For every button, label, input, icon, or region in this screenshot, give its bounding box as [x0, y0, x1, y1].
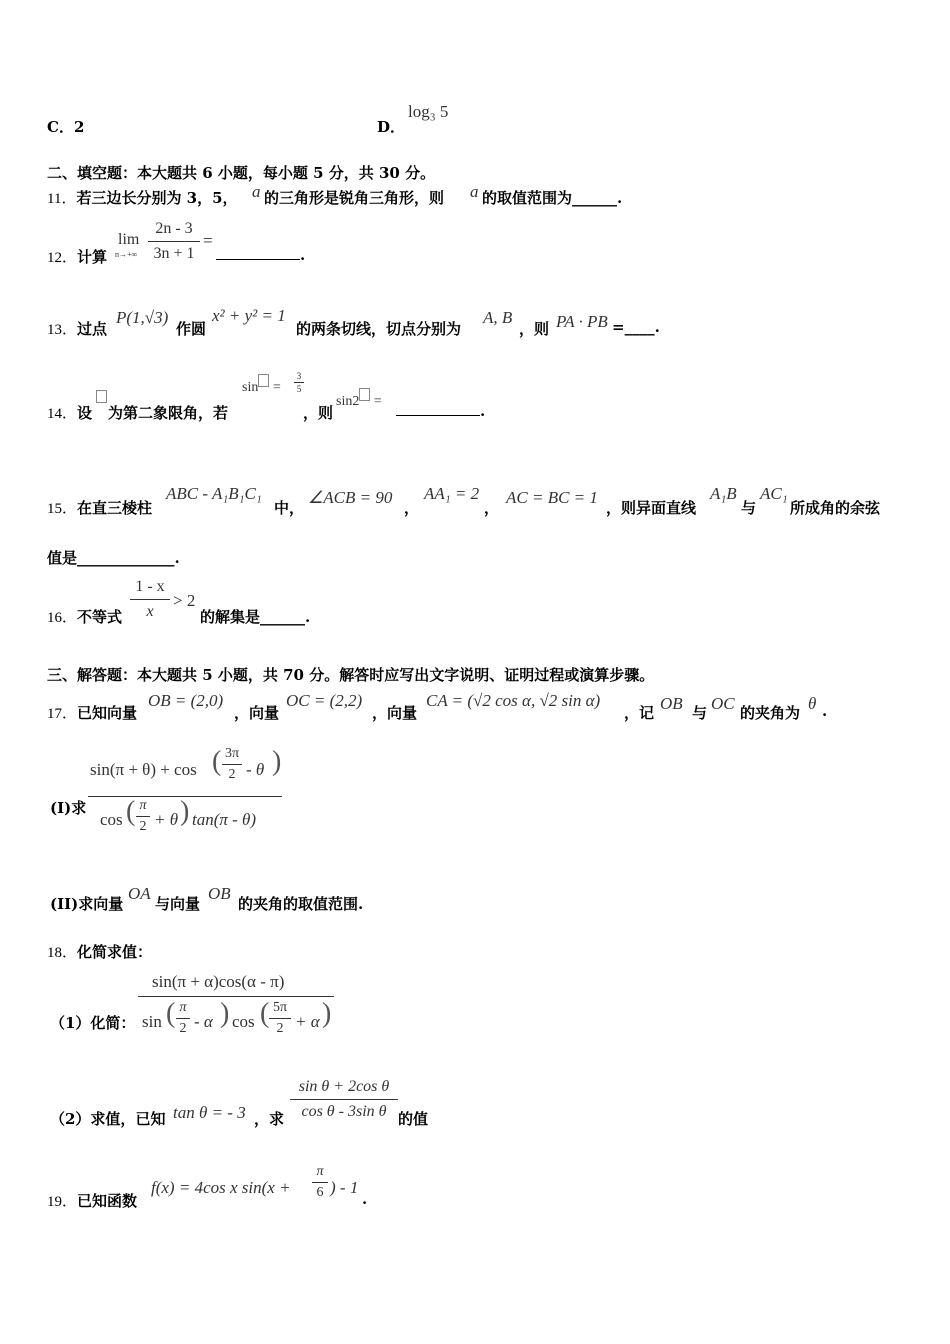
q18-p1-bot-frac2-den: 2	[276, 1021, 284, 1036]
q15-line1: A₁B	[710, 484, 737, 503]
q15-with: 与	[741, 499, 757, 517]
q18-p2-numerator: sin θ + 2cos θ	[290, 1078, 398, 1100]
q17-ca: CA = (√2 cos α, √2 sin α)	[426, 691, 601, 710]
q17-number: 17．	[47, 706, 78, 722]
q16-number: 16．	[47, 610, 78, 626]
q14-ask-expr: sin2	[336, 394, 360, 409]
q12-fraction	[148, 220, 200, 263]
q18-p1-bot-frac2-num: 5π	[269, 1000, 291, 1019]
q17-part1-label: (I)求	[50, 799, 87, 817]
q17	[47, 702, 137, 723]
q17-part2-mid: 与向量	[155, 895, 201, 913]
q17-p1-top-lparen: (	[212, 746, 222, 777]
q17-with: 与	[692, 704, 708, 722]
q18-p1-top: sin(π + α)cos(α - π)	[152, 972, 285, 991]
q17-p1-bot-a: cos	[100, 810, 123, 829]
q17-p1-bot-frac-den: 2	[139, 819, 147, 834]
q17-pre: 已知向量	[77, 704, 138, 722]
q12-answer	[216, 246, 305, 264]
q18-p1-bot-frac1-den: 2	[179, 1021, 187, 1036]
q19-fx-num: π	[312, 1164, 328, 1183]
q17-p1-bot-frac	[136, 798, 150, 835]
q19-pre: 已知函数	[77, 1192, 138, 1210]
q12-pre: 计算	[77, 248, 108, 266]
q13-dot-product: PA · PB	[556, 312, 608, 331]
q11-var: a	[252, 182, 261, 201]
q13-points: A, B	[483, 308, 513, 327]
q12-numerator: 2n - 3	[148, 220, 200, 242]
q17-p1-top-frac-num: 3π	[222, 746, 242, 765]
q17-mid1: ，向量	[234, 704, 280, 722]
q19-post: .	[362, 1190, 368, 1208]
q17-p1-top-frac-den: 2	[228, 767, 236, 782]
q11-var2: a	[470, 182, 479, 201]
q17-v1: OB	[660, 694, 683, 713]
q14-mid2: ，则	[303, 404, 334, 422]
q16-numerator: 1 - x	[130, 578, 170, 600]
q18-p1-bot-d: + α	[295, 1012, 320, 1031]
q18-p1-label: （1）化简：	[50, 1014, 136, 1032]
option-d-expr: log₃ 5	[408, 102, 449, 121]
q19-number: 19．	[47, 1194, 78, 1210]
q11-mid: 的三角形是锐角三角形，则	[264, 189, 445, 207]
q17-p1-top-rparen: )	[272, 746, 282, 777]
q12-post: .	[300, 246, 306, 264]
q12-denominator: 3n + 1	[153, 245, 195, 262]
q18-p1-bot-b: - α	[194, 1012, 213, 1031]
q12-lim-sub: n→+∞	[115, 250, 138, 259]
q14	[47, 402, 92, 423]
q14-ask-placeholder	[359, 388, 370, 401]
section3-title: 三、解答题：本大题共 5 小题，共 70 分。解答时应写出文字说明、证明过程或演算步骤。	[47, 666, 655, 684]
q18-p1-bot-a: sin	[142, 1012, 162, 1031]
q17-p1-top-a: sin(π + θ) + cos	[90, 760, 197, 779]
q15-c2: ，	[484, 499, 500, 517]
q13-point: P(1,√3)	[116, 308, 169, 327]
q12-lim: lim	[118, 231, 140, 248]
q13-mid3: ，则	[519, 320, 550, 338]
q18-p1-bot-frac2	[269, 1000, 291, 1037]
q15-post: 所成角的余弦	[790, 499, 881, 517]
q16-post: 的解集是______.	[200, 608, 311, 626]
q19-fx-a: f(x) = 4cos x sin(x +	[151, 1178, 291, 1197]
q17-p1-top-b: - θ	[246, 760, 265, 779]
q17-mid4: 的夹角为	[740, 704, 801, 722]
q15-prism: ABC - A₁B₁C₁	[166, 484, 262, 503]
q14-pre: 设	[77, 404, 93, 422]
q17-p1-bot-lparen: (	[126, 796, 136, 827]
q14-alpha-placeholder	[96, 390, 107, 403]
q17-part1-numerator	[88, 746, 282, 797]
q18-p1-numerator	[138, 970, 334, 997]
q14-number: 14．	[47, 406, 78, 422]
q15-c1: ，	[404, 499, 420, 517]
q18-p1-fraction	[138, 970, 334, 1050]
q16-rhs: > 2	[173, 591, 196, 610]
q15	[47, 497, 152, 518]
q12-eq: =	[203, 231, 213, 250]
q17-p1-bot-c: tan(π - θ)	[192, 810, 257, 829]
q11-number: 11．	[47, 191, 77, 207]
q14-given-lhs: sin	[242, 380, 259, 395]
q18	[47, 941, 152, 962]
option-d-label: D．	[377, 118, 406, 136]
q15-mid1: 中，	[274, 499, 305, 517]
q14-given: sin =	[242, 374, 281, 396]
q17-part1-fraction	[88, 746, 282, 846]
q17-ob: OB = (2,0)	[148, 691, 224, 710]
q15-aa: AA₁ = 2	[424, 484, 480, 503]
q11-pre: 若三边长分别为 3，5，	[76, 189, 238, 207]
q12	[47, 246, 107, 267]
q17-p1-bot-b: + θ	[154, 810, 179, 829]
q11-post: 的取值范围为______.	[482, 189, 623, 207]
q14-answer	[396, 402, 485, 420]
q14-mid: 为第二象限角，若	[108, 404, 229, 422]
q18-p2-pre: （2）求值，已知	[50, 1110, 166, 1128]
q14-given-den: 5	[296, 384, 302, 394]
q19-fx-c: ) - 1	[330, 1178, 359, 1197]
q17-part2-v2: OB	[208, 884, 231, 903]
q14-given-fraction	[294, 371, 304, 394]
q15-angle: ∠ACB = 90	[308, 488, 393, 507]
section2-title: 二、填空题：本大题共 6 小题，每小题 5 分，共 30 分。	[47, 164, 436, 182]
q18-p1-bot-frac1-num: π	[176, 1000, 190, 1019]
q18-p2-given: tan θ = - 3	[173, 1103, 246, 1122]
q18-p2-fraction	[290, 1078, 398, 1121]
q14-given-placeholder	[258, 374, 269, 387]
q18-p1-bot-lparen1: (	[166, 998, 176, 1029]
q18-p1-bot-rparen2: )	[322, 998, 332, 1029]
q18-p1-bot-rparen1: )	[220, 998, 230, 1029]
q17-post: .	[822, 702, 828, 720]
q15-pre: 在直三棱柱	[77, 499, 153, 517]
q18-p1-bot-frac1	[176, 1000, 190, 1037]
q15-line2: AC₁	[760, 484, 788, 503]
q17-p1-top-frac	[222, 746, 242, 783]
q17-mid3: ，记	[624, 704, 655, 722]
q18-p2-mid: ，求	[254, 1110, 285, 1128]
q19-fx-fraction	[312, 1164, 328, 1201]
q17-part2-pre: (II)求向量	[50, 895, 124, 913]
q15-line2-text: 值是_____________.	[47, 549, 180, 567]
q17-theta: θ	[808, 694, 817, 713]
option-c: C．2	[47, 118, 85, 136]
q17-oc: OC = (2,2)	[286, 691, 363, 710]
q15-number: 15．	[47, 501, 78, 517]
q13	[47, 318, 107, 339]
q13-pre: 过点	[77, 320, 108, 338]
q18-p1-bot-c: cos	[232, 1012, 255, 1031]
q15-mid2: ，则异面直线	[606, 499, 697, 517]
q18-p2-denominator: cos θ - 3sin θ	[301, 1103, 387, 1120]
q18-number: 18．	[47, 945, 78, 961]
q12-number: 12．	[47, 250, 78, 266]
q17-part1-denominator	[88, 798, 282, 846]
q14-blank	[396, 403, 480, 416]
q14-given-num: 3	[294, 371, 304, 383]
q17-part2-post: 的夹角的取值范围.	[238, 895, 364, 913]
q17-mid2: ，向量	[372, 704, 418, 722]
q17-p1-bot-frac-num: π	[136, 798, 150, 817]
q19	[47, 1190, 137, 1211]
q16-fraction	[130, 578, 170, 621]
q13-mid1: 作圆	[176, 320, 207, 338]
q18-title: 化简求值：	[77, 943, 153, 961]
q11	[47, 187, 238, 208]
q18-p2-post: 的值	[398, 1110, 429, 1128]
q13-circle: x² + y² = 1	[212, 306, 286, 325]
q14-post: .	[480, 402, 486, 420]
q18-p1-denominator	[138, 998, 334, 1048]
q18-p1-bot-lparen2: (	[260, 998, 270, 1029]
q19-fx-den: 6	[316, 1185, 324, 1200]
q16-denominator: x	[146, 603, 154, 620]
q13-mid2: 的两条切线，切点分别为	[296, 320, 462, 338]
q16-pre: 不等式	[77, 608, 123, 626]
q17-part2-v1: OA	[128, 884, 151, 903]
q13-post: =____.	[612, 318, 660, 336]
q12-blank	[216, 247, 300, 260]
q14-ask	[336, 388, 382, 410]
q13-number: 13．	[47, 322, 78, 338]
q15-acbc: AC = BC = 1	[506, 488, 598, 507]
q17-p1-bot-rparen: )	[180, 796, 190, 827]
q17-v2: OC	[711, 694, 735, 713]
q16	[47, 606, 122, 627]
q14-eq: =	[373, 394, 382, 409]
